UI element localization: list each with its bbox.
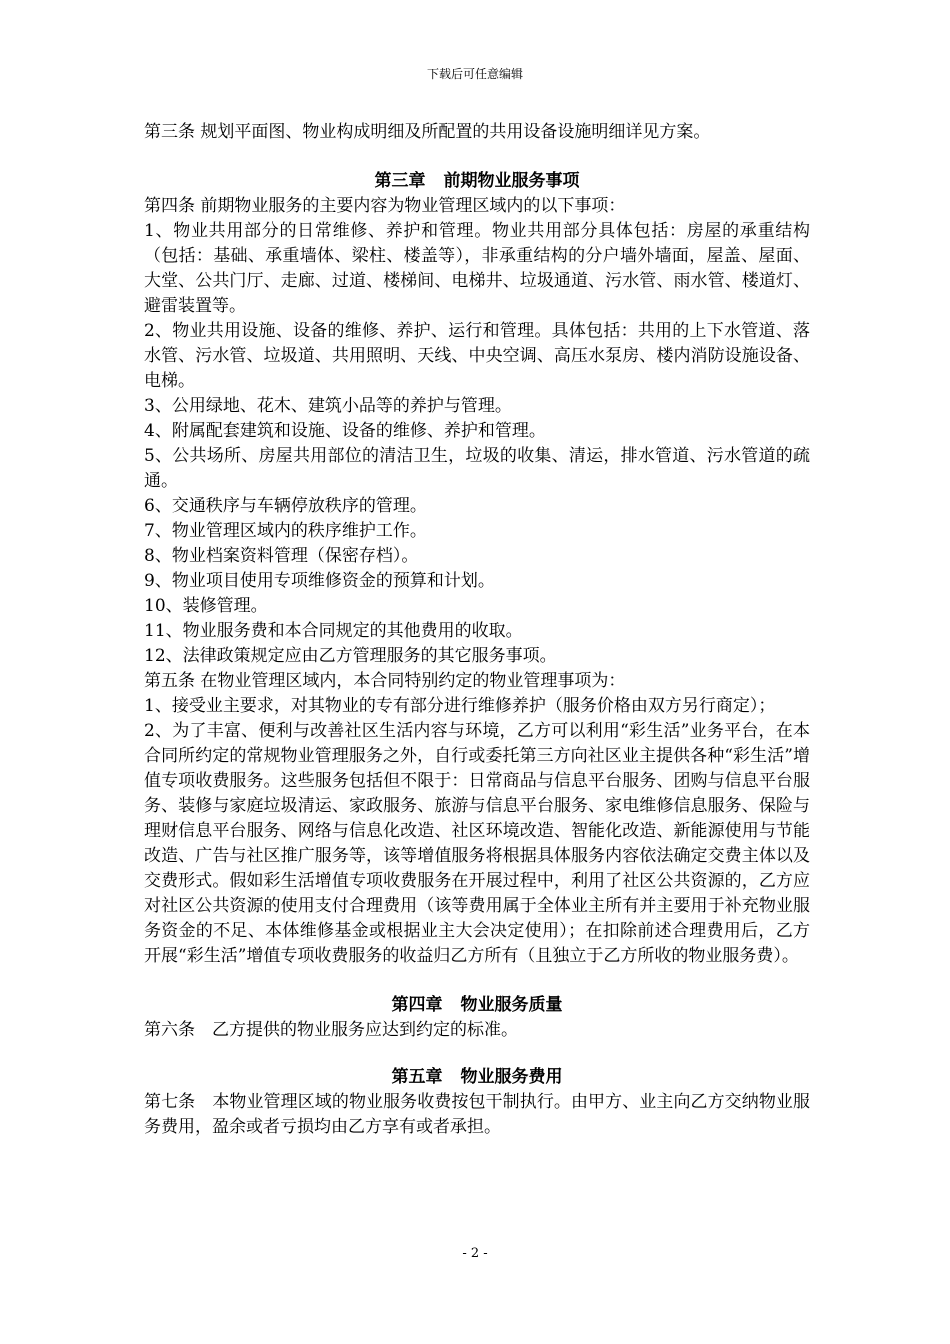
article-4-item-8: 8、物业档案资料管理（保密存档）。 — [144, 546, 419, 566]
article-4-item-2: 2、物业共用设施、设备的维修、养护、运行和管理。具体包括：共用的上下水管道、落水管、污水管、垃圾道、共用照明、天线、中央空调、高压水泵房、楼内消防设施设备、电梯。 — [144, 321, 810, 391]
article-3: 第三条 规划平面图、物业构成明细及所配置的共用设备设施明细详见方案。 — [144, 122, 711, 142]
article-4-intro: 第四条 前期物业服务的主要内容为物业管理区域内的以下事项： — [144, 196, 626, 216]
chapter-5-heading — [144, 1065, 810, 1090]
article-7: 第七条 本物业管理区域的物业服务收费按包干制执行。由甲方、业主向乙方交纳物业服务费用，盈余或者亏损均由乙方享有或者承担。 — [144, 1092, 810, 1137]
article-5-item-1: 1、接受业主要求，对其物业的专有部分进行维修养护（服务价格由双方另行商定）； — [144, 696, 776, 716]
article-4-item-12: 12、法律政策规定应由乙方管理服务的其它服务事项。 — [144, 646, 557, 666]
page-number: - 2 - — [462, 1246, 488, 1261]
chapter-5-number: 第五章 — [391, 1067, 443, 1087]
article-5-intro: 第五条 在物业管理区域内，本合同特别约定的物业管理事项为： — [144, 671, 626, 691]
article-4-item-4: 4、附属配套建筑和设施、设备的维修、养护和管理。 — [144, 421, 546, 441]
chapter-3-title: 前期物业服务事项 — [443, 171, 580, 191]
chapter-3-heading — [144, 169, 810, 194]
chapter-4-heading — [144, 993, 810, 1018]
chapter-3-number: 第三章 — [374, 171, 426, 191]
page-header: 下载后可任意编辑 — [426, 67, 523, 81]
article-4-item-6: 6、交通秩序与车辆停放秩序的管理。 — [144, 496, 427, 516]
article-4-item-9: 9、物业项目使用专项维修资金的预算和计划。 — [144, 571, 495, 591]
chapter-4-number: 第四章 — [391, 995, 443, 1015]
article-4-item-11: 11、物业服务费和本合同规定的其他费用的收取。 — [144, 621, 523, 641]
article-4-item-7: 7、物业管理区域内的秩序维护工作。 — [144, 521, 427, 541]
article-4-item-5: 5、公共场所、房屋共用部位的清洁卫生，垃圾的收集、清运，排水管道、污水管道的疏通。 — [144, 446, 810, 491]
article-6: 第六条 乙方提供的物业服务应达到约定的标准。 — [144, 1020, 518, 1040]
chapter-5-title: 物业服务费用 — [460, 1067, 563, 1087]
article-4-item-10: 10、装修管理。 — [144, 596, 268, 616]
chapter-4-title: 物业服务质量 — [460, 995, 563, 1015]
article-4-item-3: 3、公用绿地、花木、建筑小品等的养护与管理。 — [144, 396, 512, 416]
article-4-item-1: 1、物业共用部分的日常维修、养护和管理。物业共用部分具体包括：房屋的承重结构（包括：基础、承重墙体、梁柱、楼盖等），非承重结构的分户墙外墙面，屋盖、屋面、大堂、公共门厅、走廊、过道、楼梯间、电梯井、垃圾通道、污水管、雨水管、楼道灯、避雷装置等。 — [144, 221, 810, 316]
document-body — [144, 120, 810, 1140]
article-5-item-2: 2、为了丰富、便利与改善社区生活内容与环境，乙方可以利用“彩生活”业务平台，在本合同所约定的常规物业管理服务之外，自行或委托第三方向社区业主提供各种“彩生活”增值专项收费服务。这些服务包括但不限于：日常商品与信息平台服务、团购与信息平台服务、装修与家庭垃圾清运、家政服务、旅游与信息平台服务、家电维修信息服务、保险与理财信息平台服务、网络与信息化改造、社区环境改造、智能化改造、新能源使用与节能改造、广告与社区推广服务等，该等增值服务将根据具体服务内容依法确定交费主体以及交费形式。假如彩生活增值专项收费服务在开展过程中，利用了社区公共资源的，乙方应对社区公共资源的使用支付合理费用（该等费用属于全体业主所有并主要用于补充物业服务资金的不足、本体维修基金或根据业主大会决定使用）；在扣除前述合理费用后，乙方开展“彩生活”增值专项收费服务的收益归乙方所有（且独立于乙方所收的物业服务费）。 — [144, 721, 810, 966]
